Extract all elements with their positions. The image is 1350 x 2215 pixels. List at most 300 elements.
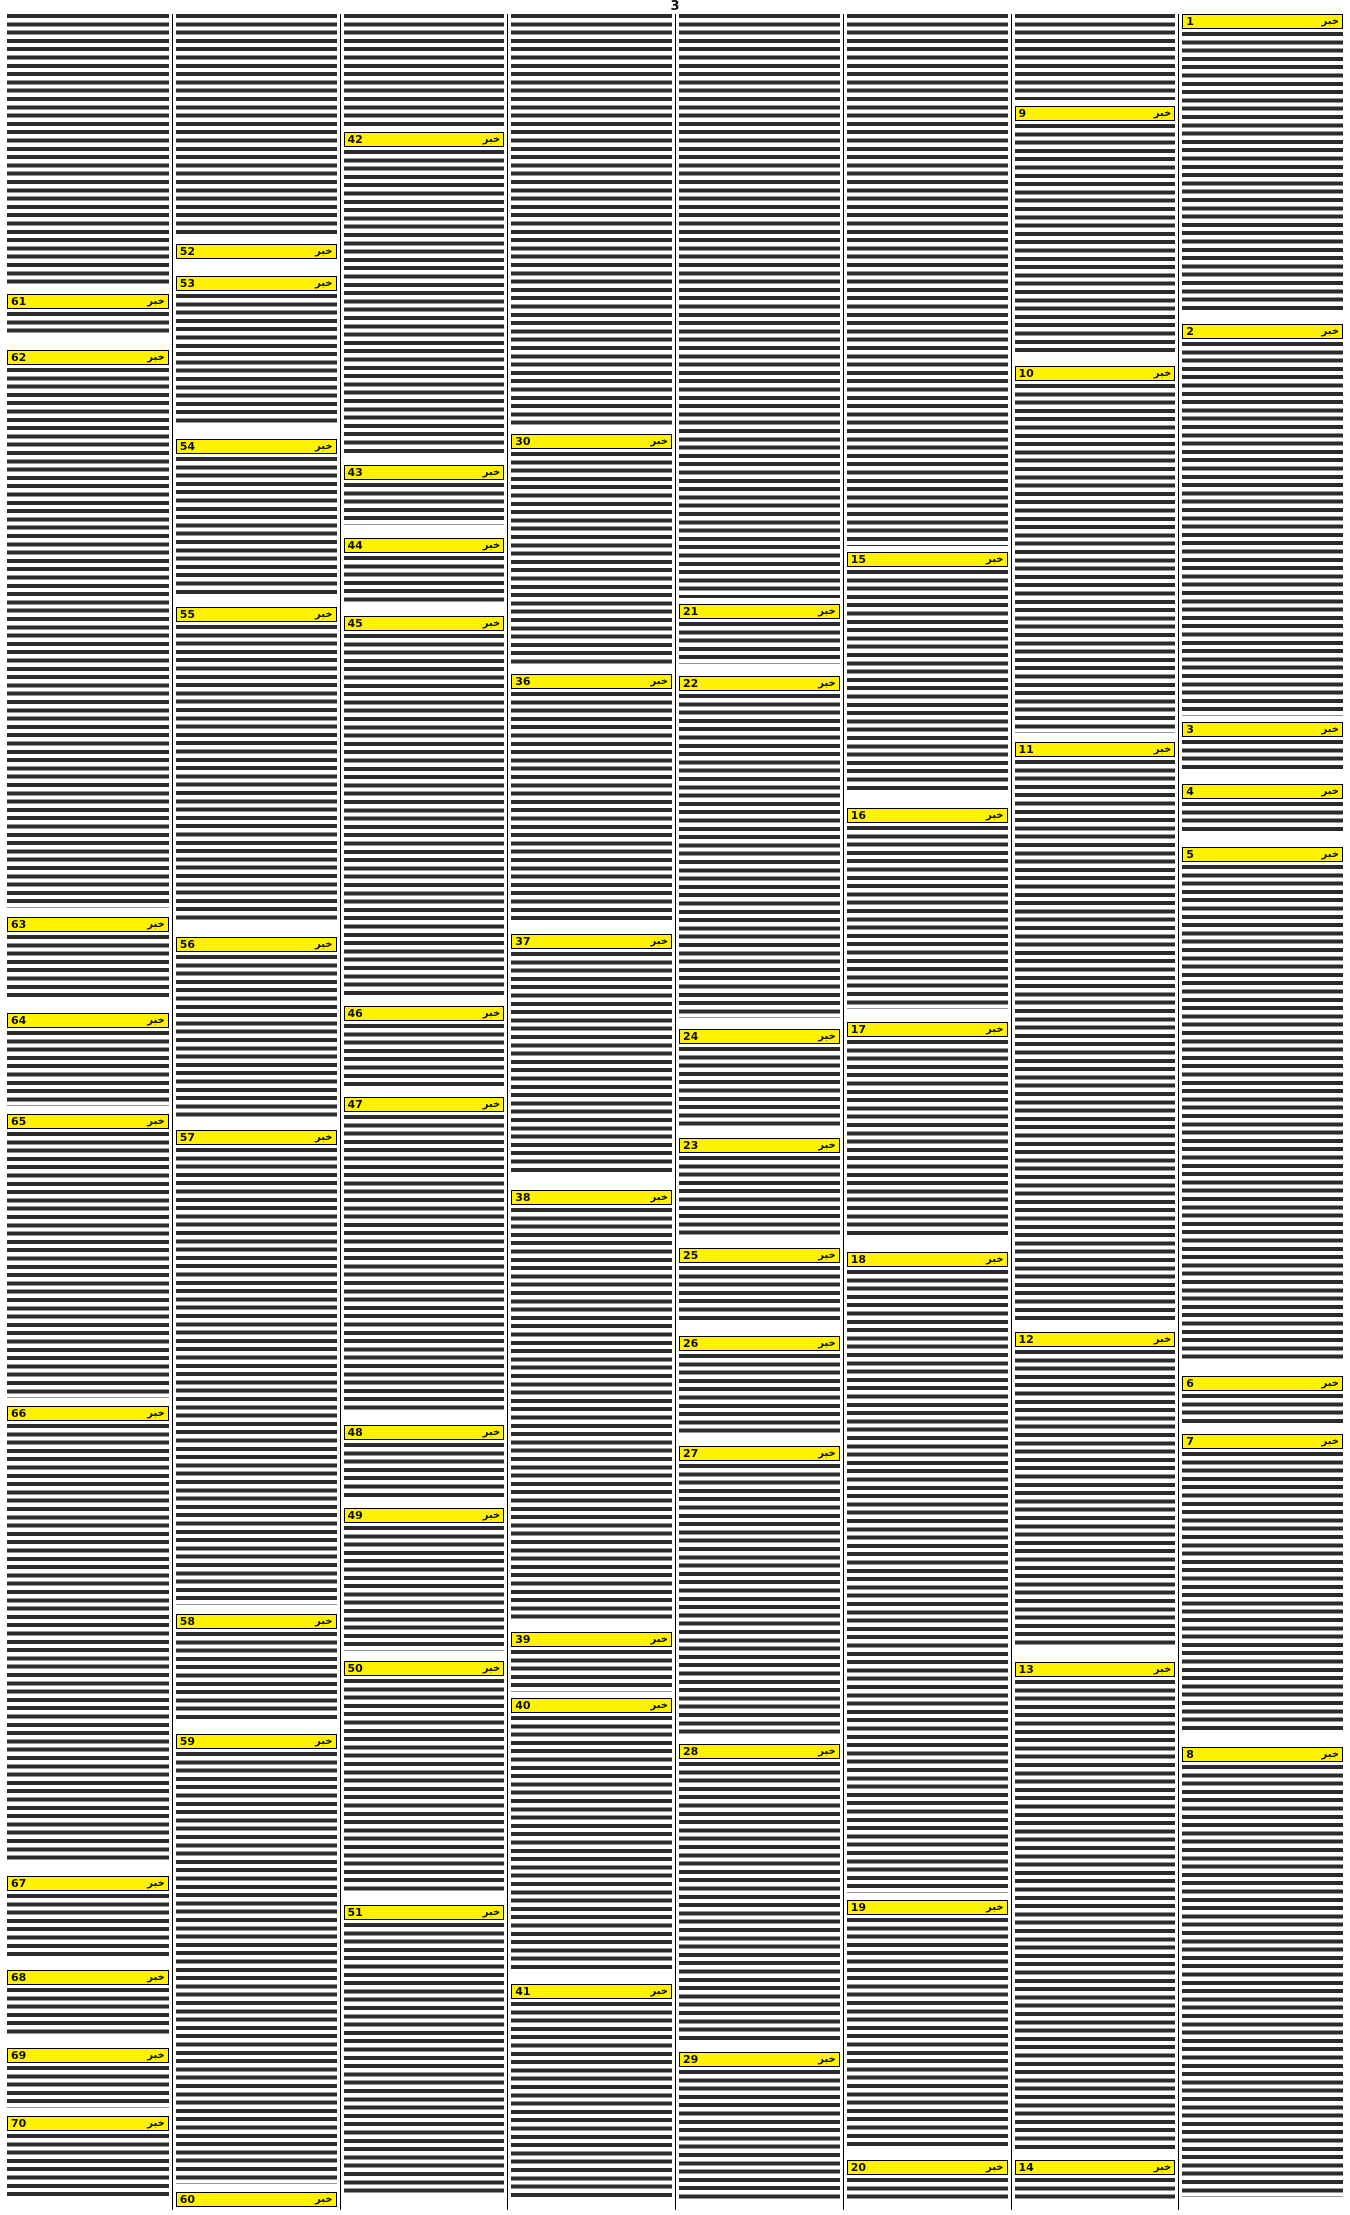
news-item-tag: خبر	[985, 1902, 1004, 1913]
news-item-number: 52	[179, 245, 196, 258]
news-item-header	[1182, 1747, 1343, 1762]
news-item-tag: خبر	[985, 1024, 1004, 1035]
news-item	[679, 1744, 840, 2044]
article-text	[511, 1716, 672, 1973]
news-item-tag: خبر	[482, 1663, 501, 1674]
article-text	[7, 312, 169, 337]
news-item-header	[1182, 324, 1343, 339]
news-item-tag: خبر	[314, 441, 333, 452]
article-text	[1182, 1394, 1343, 1427]
news-item-number: 49	[347, 1509, 363, 1522]
news-item-tag: خبر	[985, 2162, 1004, 2173]
article-text	[344, 1923, 505, 2197]
news-item-header	[176, 1614, 337, 1629]
news-item-header	[1182, 1434, 1343, 1449]
news-item-tag: خبر	[1321, 1749, 1339, 1760]
news-item	[7, 1876, 169, 1960]
news-item	[344, 1508, 505, 1651]
news-item-tag: خبر	[314, 609, 333, 620]
news-item-header	[344, 1097, 505, 1112]
news-item-header	[679, 1029, 840, 1044]
news-item	[7, 350, 169, 908]
news-item-header	[847, 1900, 1008, 1915]
article-text	[679, 1047, 840, 1130]
news-item	[176, 1734, 337, 2184]
news-item	[344, 1425, 505, 1501]
article-text	[511, 14, 672, 428]
news-item-header	[7, 2116, 169, 2131]
news-item	[176, 607, 337, 924]
article-text	[679, 1266, 840, 1324]
news-item-header	[344, 465, 505, 480]
news-item	[679, 1336, 840, 1437]
article-text	[1182, 802, 1343, 835]
news-item-number: 3	[1186, 723, 1194, 736]
article-text	[511, 952, 672, 1176]
news-item	[679, 2052, 840, 2203]
article-text	[7, 2066, 169, 2108]
news-item-header	[1182, 1376, 1343, 1391]
news-item-tag: خبر	[147, 1408, 165, 1419]
news-item-header	[679, 676, 840, 691]
news-item-number: 53	[179, 277, 196, 290]
news-item-number: 65	[11, 1115, 27, 1128]
news-item	[7, 2048, 169, 2108]
news-item-header	[7, 350, 169, 365]
news-item-number: 13	[1018, 1663, 1034, 1676]
article-text	[1182, 342, 1343, 716]
news-item-tag: خبر	[482, 540, 501, 551]
news-item-tag: خبر	[818, 1031, 836, 1042]
news-item-number: 7	[1186, 1435, 1194, 1448]
news-item-tag: خبر	[147, 352, 165, 363]
article-text	[176, 955, 337, 1121]
article-text	[679, 1156, 840, 1239]
news-item	[1182, 1434, 1343, 1734]
news-item-header	[511, 1698, 672, 1713]
news-item-tag: خبر	[482, 1099, 501, 1110]
news-item-number: 1	[1186, 15, 1194, 28]
news-item-header	[7, 1406, 169, 1421]
article-text	[176, 294, 337, 427]
news-item-number: 5	[1186, 848, 1194, 861]
article-text	[344, 1526, 505, 1651]
news-item-tag: خبر	[147, 1878, 165, 1889]
article-text	[344, 150, 505, 457]
news-item	[679, 604, 840, 664]
article-text	[511, 1208, 672, 1623]
news-item-header	[176, 2192, 337, 2207]
article-text	[1015, 124, 1176, 356]
news-item-number: 24	[683, 1030, 699, 1043]
article-text	[1015, 1350, 1176, 1649]
news-item-header	[847, 552, 1008, 567]
article-text	[847, 570, 1008, 794]
news-item-number: 59	[179, 1735, 196, 1748]
news-item	[1182, 722, 1343, 773]
news-item-header	[1182, 847, 1343, 862]
news-item-header	[1182, 14, 1343, 29]
article-text	[344, 483, 505, 525]
news-item	[847, 1900, 1008, 2150]
news-item	[344, 1097, 505, 1414]
article-text	[847, 1918, 1008, 2150]
article-text	[7, 368, 169, 908]
news-item-number: 62	[11, 351, 27, 364]
article-text	[679, 694, 840, 1018]
news-item	[344, 465, 505, 525]
news-item-number: 10	[1018, 367, 1034, 380]
news-item-header	[176, 276, 337, 291]
article-text	[344, 1115, 505, 1414]
news-item-number: 4	[1186, 785, 1194, 798]
news-item-tag: خبر	[1321, 1378, 1339, 1389]
news-item-number: 37	[515, 935, 531, 948]
column-3	[843, 14, 1011, 2210]
article-text	[176, 457, 337, 598]
news-item-tag: خبر	[314, 939, 333, 950]
article-text	[7, 1894, 169, 1960]
article-text	[1182, 865, 1343, 1363]
news-item-header	[176, 244, 337, 259]
news-item-tag: خبر	[650, 1634, 668, 1645]
news-item	[1015, 742, 1176, 1324]
news-item-tag: خبر	[1153, 1334, 1172, 1345]
news-item-header	[7, 2048, 169, 2063]
news-item-header	[679, 1446, 840, 1461]
news-item-tag: خبر	[482, 1008, 501, 1019]
news-item	[1182, 324, 1343, 716]
article-text	[847, 1040, 1008, 1239]
news-item-number: 42	[347, 133, 363, 146]
article-text	[847, 1270, 1008, 1893]
news-item-tag: خبر	[482, 618, 501, 629]
column-7	[172, 14, 340, 2210]
news-item	[511, 1190, 672, 1623]
news-item-number: 60	[179, 2193, 196, 2206]
news-item	[7, 2116, 169, 2200]
news-item-number: 63	[11, 918, 27, 931]
news-item-header	[679, 2052, 840, 2067]
news-item-number: 68	[11, 1971, 27, 1984]
news-item	[7, 1013, 169, 1106]
article-text	[511, 692, 672, 924]
news-item-tag: خبر	[147, 296, 165, 307]
article-text	[1015, 14, 1176, 100]
news-item-tag: خبر	[650, 676, 668, 687]
news-item-number: 26	[683, 1337, 699, 1350]
news-item	[511, 1984, 672, 2201]
news-item	[847, 808, 1008, 1009]
news-item-tag: خبر	[314, 246, 333, 257]
news-item-tag: خبر	[314, 1616, 333, 1627]
news-item-number: 55	[179, 608, 196, 621]
news-item-number: 19	[850, 1901, 867, 1914]
article-text	[7, 2134, 169, 2200]
page-number: 3	[670, 0, 680, 14]
article-text	[1182, 1765, 1343, 2197]
news-item-tag: خبر	[1153, 744, 1172, 755]
news-item-number: 20	[850, 2161, 867, 2174]
news-item	[7, 1114, 169, 1398]
news-item-number: 50	[347, 1662, 363, 1675]
news-item-number: 8	[1186, 1748, 1194, 1761]
news-item-tag: خبر	[314, 1736, 333, 1747]
news-item-tag: خبر	[482, 134, 501, 145]
news-item-header	[679, 1138, 840, 1153]
news-item	[511, 1632, 672, 1692]
news-item	[1182, 847, 1343, 1363]
article-text	[344, 1443, 505, 1501]
news-item	[1015, 1662, 1176, 2153]
news-item	[1015, 106, 1176, 356]
article-text	[511, 1650, 672, 1692]
news-item-tag: خبر	[1153, 368, 1172, 379]
news-item-header	[7, 1114, 169, 1129]
news-item-number: 61	[11, 295, 27, 308]
news-item-header	[7, 917, 169, 932]
news-item	[1182, 1747, 1343, 2197]
news-item-header	[847, 1022, 1008, 1037]
news-item	[176, 1614, 337, 1723]
news-item	[344, 1905, 505, 2197]
news-item-tag: خبر	[650, 1986, 668, 1997]
news-item	[1182, 784, 1343, 835]
news-item	[176, 1130, 337, 1605]
news-item-tag: خبر	[1321, 786, 1339, 797]
article-text	[7, 1424, 169, 1864]
news-item-header	[847, 1252, 1008, 1267]
column-6	[340, 14, 508, 2210]
news-item-header	[679, 1744, 840, 1759]
news-item-number: 12	[1018, 1333, 1034, 1346]
article-text	[679, 622, 840, 664]
column-4	[675, 14, 843, 2210]
news-item-number: 14	[1018, 2161, 1034, 2174]
news-item-number: 25	[683, 1249, 699, 1262]
news-item-number: 39	[515, 1633, 531, 1646]
news-item-tag: خبر	[1321, 1436, 1339, 1447]
article-text	[679, 1464, 840, 1738]
article-text	[679, 2070, 840, 2203]
news-item	[344, 538, 505, 606]
news-item	[176, 276, 337, 427]
news-item-number: 6	[1186, 1377, 1194, 1390]
news-item-tag: خبر	[147, 919, 165, 930]
news-item	[679, 676, 840, 1018]
news-item-number: 9	[1018, 107, 1027, 120]
news-item-tag: خبر	[1321, 16, 1339, 27]
news-item-header	[344, 1006, 505, 1021]
news-item-tag: خبر	[818, 1746, 836, 1757]
column-1	[1178, 14, 1346, 2210]
news-item	[679, 1029, 840, 1130]
news-item-header	[1015, 366, 1176, 381]
news-item-number: 46	[347, 1007, 363, 1020]
news-item-number: 30	[515, 435, 531, 448]
news-item-header	[7, 1970, 169, 1985]
article-text	[1015, 1680, 1176, 2153]
news-item-header	[344, 1508, 505, 1523]
news-item-tag: خبر	[818, 1338, 836, 1349]
news-item	[7, 1970, 169, 2038]
article-text	[847, 2178, 1008, 2203]
article-text	[1182, 740, 1343, 773]
news-item-tag: خبر	[147, 2118, 165, 2129]
news-item-header	[344, 132, 505, 147]
news-item-tag: خبر	[147, 2050, 165, 2061]
article-text	[1182, 32, 1343, 314]
article-text	[1015, 760, 1176, 1324]
article-text	[344, 556, 505, 606]
article-text	[511, 452, 672, 668]
news-item-tag: خبر	[1153, 2162, 1172, 2173]
news-item-header	[176, 607, 337, 622]
news-item-tag: خبر	[985, 810, 1004, 821]
news-item	[176, 2192, 337, 2207]
news-item	[511, 934, 672, 1176]
article-text	[679, 14, 840, 598]
news-item-number: 66	[11, 1407, 27, 1420]
news-item-header	[1015, 1332, 1176, 1347]
news-item-number: 57	[179, 1131, 196, 1144]
news-item	[7, 294, 169, 337]
article-text	[7, 14, 169, 288]
news-item-number: 48	[347, 1426, 363, 1439]
news-item	[176, 244, 337, 262]
article-text	[1182, 1452, 1343, 1734]
news-item-header	[344, 1905, 505, 1920]
news-item-tag: خبر	[147, 1116, 165, 1127]
news-item-header	[511, 934, 672, 949]
news-item-number: 17	[850, 1023, 867, 1036]
news-item	[7, 917, 169, 1001]
news-item	[847, 1252, 1008, 1893]
news-item-number: 44	[347, 539, 363, 552]
article-text	[679, 1354, 840, 1437]
column-5	[507, 14, 675, 2210]
news-item-tag: خبر	[650, 436, 668, 447]
article-text	[511, 2002, 672, 2201]
news-item	[511, 1698, 672, 1973]
news-item-header	[511, 1984, 672, 1999]
news-item-header	[7, 1013, 169, 1028]
news-item-tag: خبر	[650, 936, 668, 947]
news-item-header	[847, 2160, 1008, 2175]
news-item-tag: خبر	[314, 1132, 333, 1143]
news-item-tag: خبر	[650, 1700, 668, 1711]
news-item-number: 38	[515, 1191, 531, 1204]
news-item-tag: خبر	[818, 606, 836, 617]
article-text	[176, 1752, 337, 2184]
news-item-number: 40	[515, 1699, 531, 1712]
article-text	[176, 1148, 337, 1605]
article-text	[847, 14, 1008, 546]
news-item	[847, 552, 1008, 794]
news-item-header	[176, 1734, 337, 1749]
news-item-tag: خبر	[482, 467, 501, 478]
news-item-number: 58	[179, 1615, 196, 1628]
news-item-tag: خبر	[1321, 326, 1339, 337]
news-item-header	[511, 674, 672, 689]
news-item-header	[847, 808, 1008, 823]
news-item-number: 70	[11, 2117, 27, 2130]
news-item-header	[679, 604, 840, 619]
article-text	[7, 1988, 169, 2038]
news-item-tag: خبر	[985, 1254, 1004, 1265]
article-text	[7, 1132, 169, 1398]
news-item-header	[511, 1632, 672, 1647]
news-item-tag: خبر	[482, 1427, 501, 1438]
news-item-header	[7, 1876, 169, 1891]
news-item-number: 27	[683, 1447, 699, 1460]
article-text	[176, 1632, 337, 1723]
news-item-header	[344, 538, 505, 553]
news-item	[176, 439, 337, 598]
news-item-header	[679, 1336, 840, 1351]
article-text	[176, 625, 337, 924]
news-item-tag: خبر	[818, 2054, 836, 2065]
news-item-tag: خبر	[818, 1140, 836, 1151]
article-text	[7, 1031, 169, 1106]
news-item-tag: خبر	[650, 1192, 668, 1203]
news-item-header	[344, 1661, 505, 1676]
article-text	[344, 1679, 505, 1895]
news-item-header	[1182, 784, 1343, 799]
news-item-number: 28	[683, 1745, 699, 1758]
news-item-header	[176, 1130, 337, 1145]
news-item	[1182, 14, 1343, 314]
article-text	[1015, 2178, 1176, 2203]
news-item-header	[511, 434, 672, 449]
news-item-tag: خبر	[314, 278, 333, 289]
article-text	[1015, 384, 1176, 733]
news-item	[1182, 1376, 1343, 1427]
news-item-number: 47	[347, 1098, 363, 1111]
news-item-tag: خبر	[818, 1448, 836, 1459]
news-item-number: 18	[850, 1253, 867, 1266]
article-text	[7, 935, 169, 1001]
news-item-number: 36	[515, 675, 531, 688]
news-item-header	[1015, 742, 1176, 757]
news-item-header	[679, 1248, 840, 1263]
news-item-tag: خبر	[1321, 724, 1339, 735]
news-item	[344, 616, 505, 999]
news-item-tag: خبر	[985, 554, 1004, 565]
news-item	[176, 937, 337, 1121]
news-item-number: 2	[1186, 325, 1194, 338]
news-item-header	[1182, 722, 1343, 737]
news-item-number: 41	[515, 1985, 531, 1998]
news-item	[511, 674, 672, 924]
news-item-tag: خبر	[818, 1250, 836, 1261]
article-text	[344, 634, 505, 999]
news-item-number: 22	[683, 677, 699, 690]
news-item	[1015, 2160, 1176, 2203]
news-item	[679, 1446, 840, 1738]
news-item-header	[344, 1425, 505, 1440]
article-text	[176, 14, 337, 238]
newspaper-columns	[4, 14, 1346, 2210]
news-item-number: 15	[850, 553, 867, 566]
news-item-number: 45	[347, 617, 363, 630]
news-item-tag: خبر	[147, 1972, 165, 1983]
news-item	[344, 1661, 505, 1895]
news-item	[344, 1006, 505, 1090]
news-item-header	[176, 439, 337, 454]
news-item	[847, 1022, 1008, 1239]
news-item	[847, 2160, 1008, 2203]
